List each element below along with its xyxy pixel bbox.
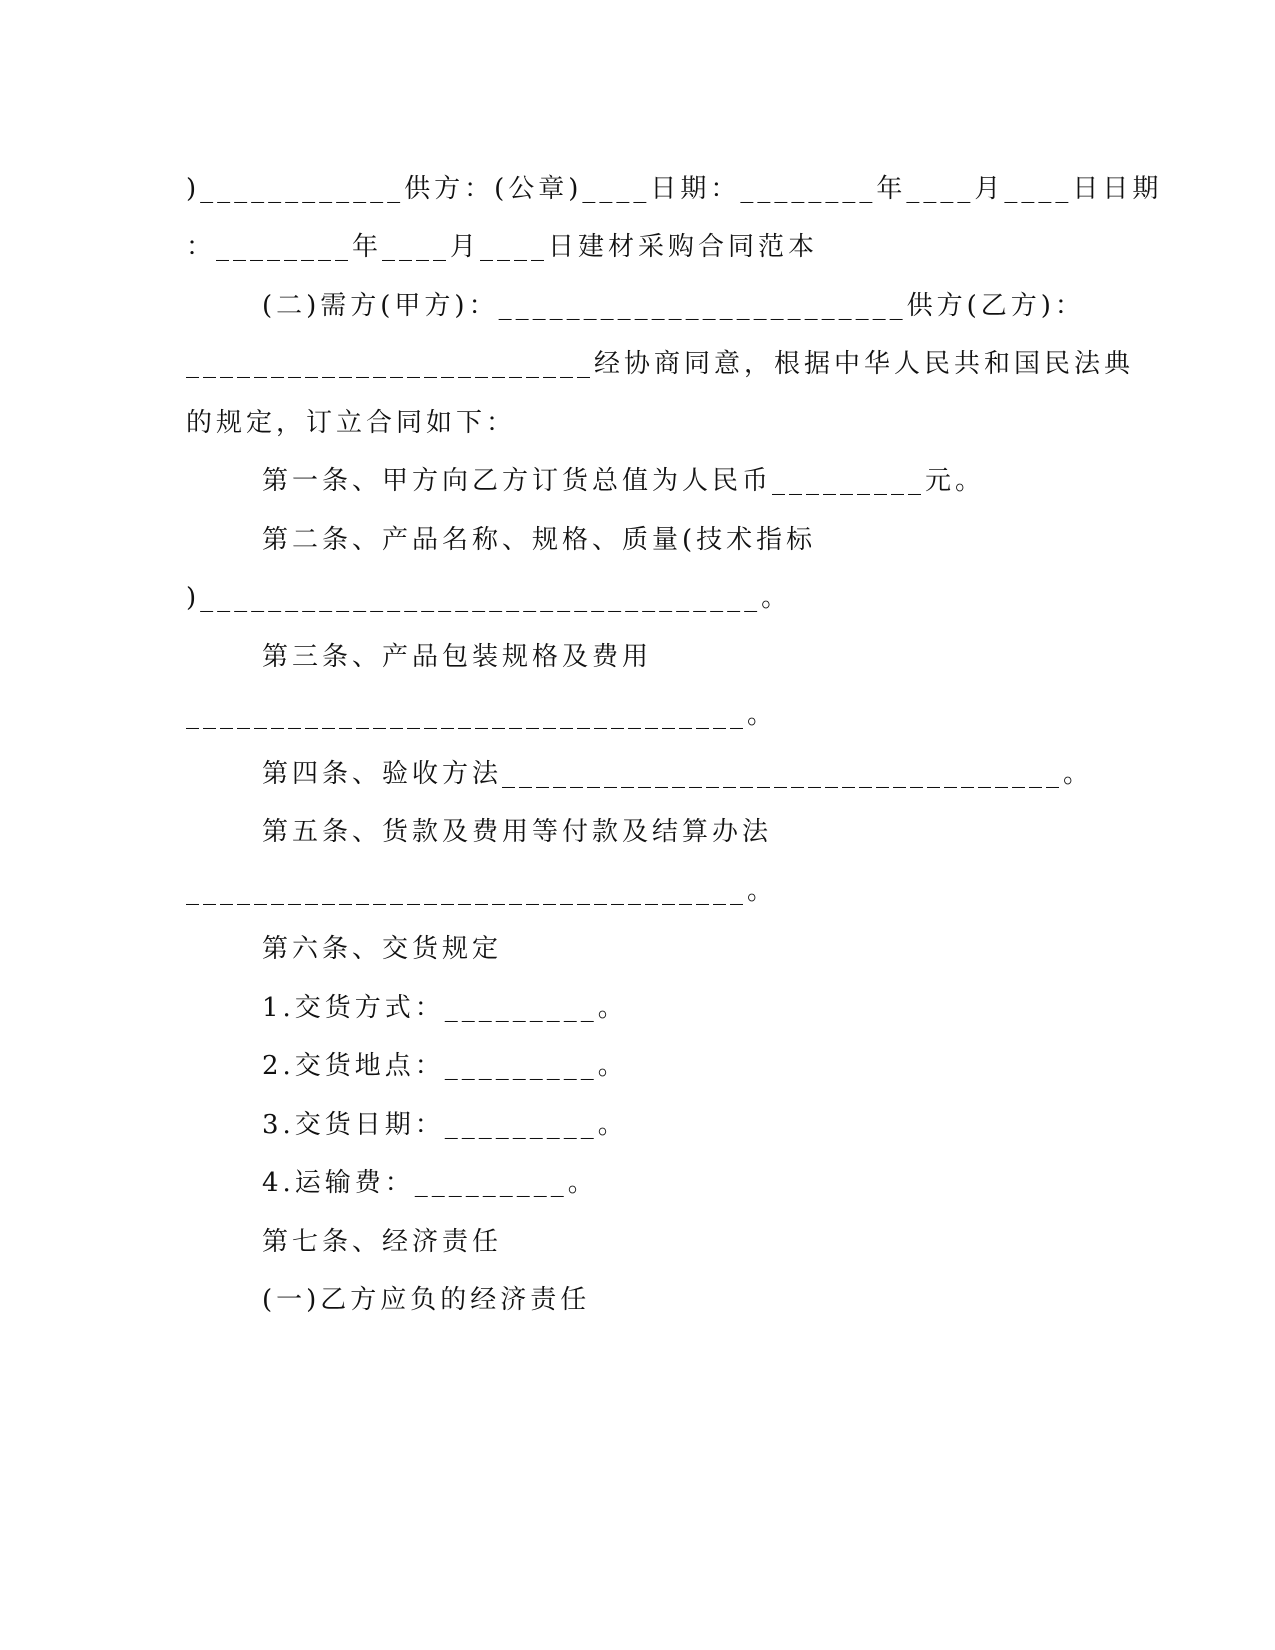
agreement-intro-cont: 的规定，订立合同如下： (186, 408, 517, 438)
delivery-date: 3.交货日期：_________。 (262, 1110, 628, 1140)
article-1: 第一条、甲方向乙方订货总值为人民币_________元。 (262, 466, 986, 496)
article-7: 第七条、经济责任 (262, 1227, 503, 1257)
signature-date-line: )____________供方：(公章)____日期：________年____月____日日期 (186, 174, 1163, 204)
agreement-intro-line: ________________________经协商同意，根据中华人民共和国民法典 (186, 349, 1135, 379)
article-2: 第二条、产品名称、规格、质量(技术指标 (262, 525, 817, 555)
parties-line: (二)需方(甲方)：________________________供方(乙方)： (262, 291, 1085, 321)
delivery-place: 2.交货地点：_________。 (262, 1051, 628, 1081)
article-5: 第五条、货款及费用等付款及结算办法 (262, 817, 773, 847)
article-5-blank: _________________________________。 (186, 876, 777, 906)
article-6: 第六条、交货规定 (262, 934, 503, 964)
delivery-method: 1.交货方式：_________。 (262, 993, 628, 1023)
transport-fee: 4.运输费：_________。 (262, 1168, 598, 1198)
date-title-line: ：________年____月____日建材采购合同范本 (186, 232, 819, 262)
article-2-blank: )_________________________________。 (186, 583, 792, 613)
article-3-blank: _________________________________。 (186, 700, 777, 730)
article-3: 第三条、产品包装规格及费用 (262, 642, 653, 672)
party-b-liability: (一)乙方应负的经济责任 (262, 1285, 591, 1315)
article-4: 第四条、验收方法_________________________________。 (262, 759, 1094, 789)
